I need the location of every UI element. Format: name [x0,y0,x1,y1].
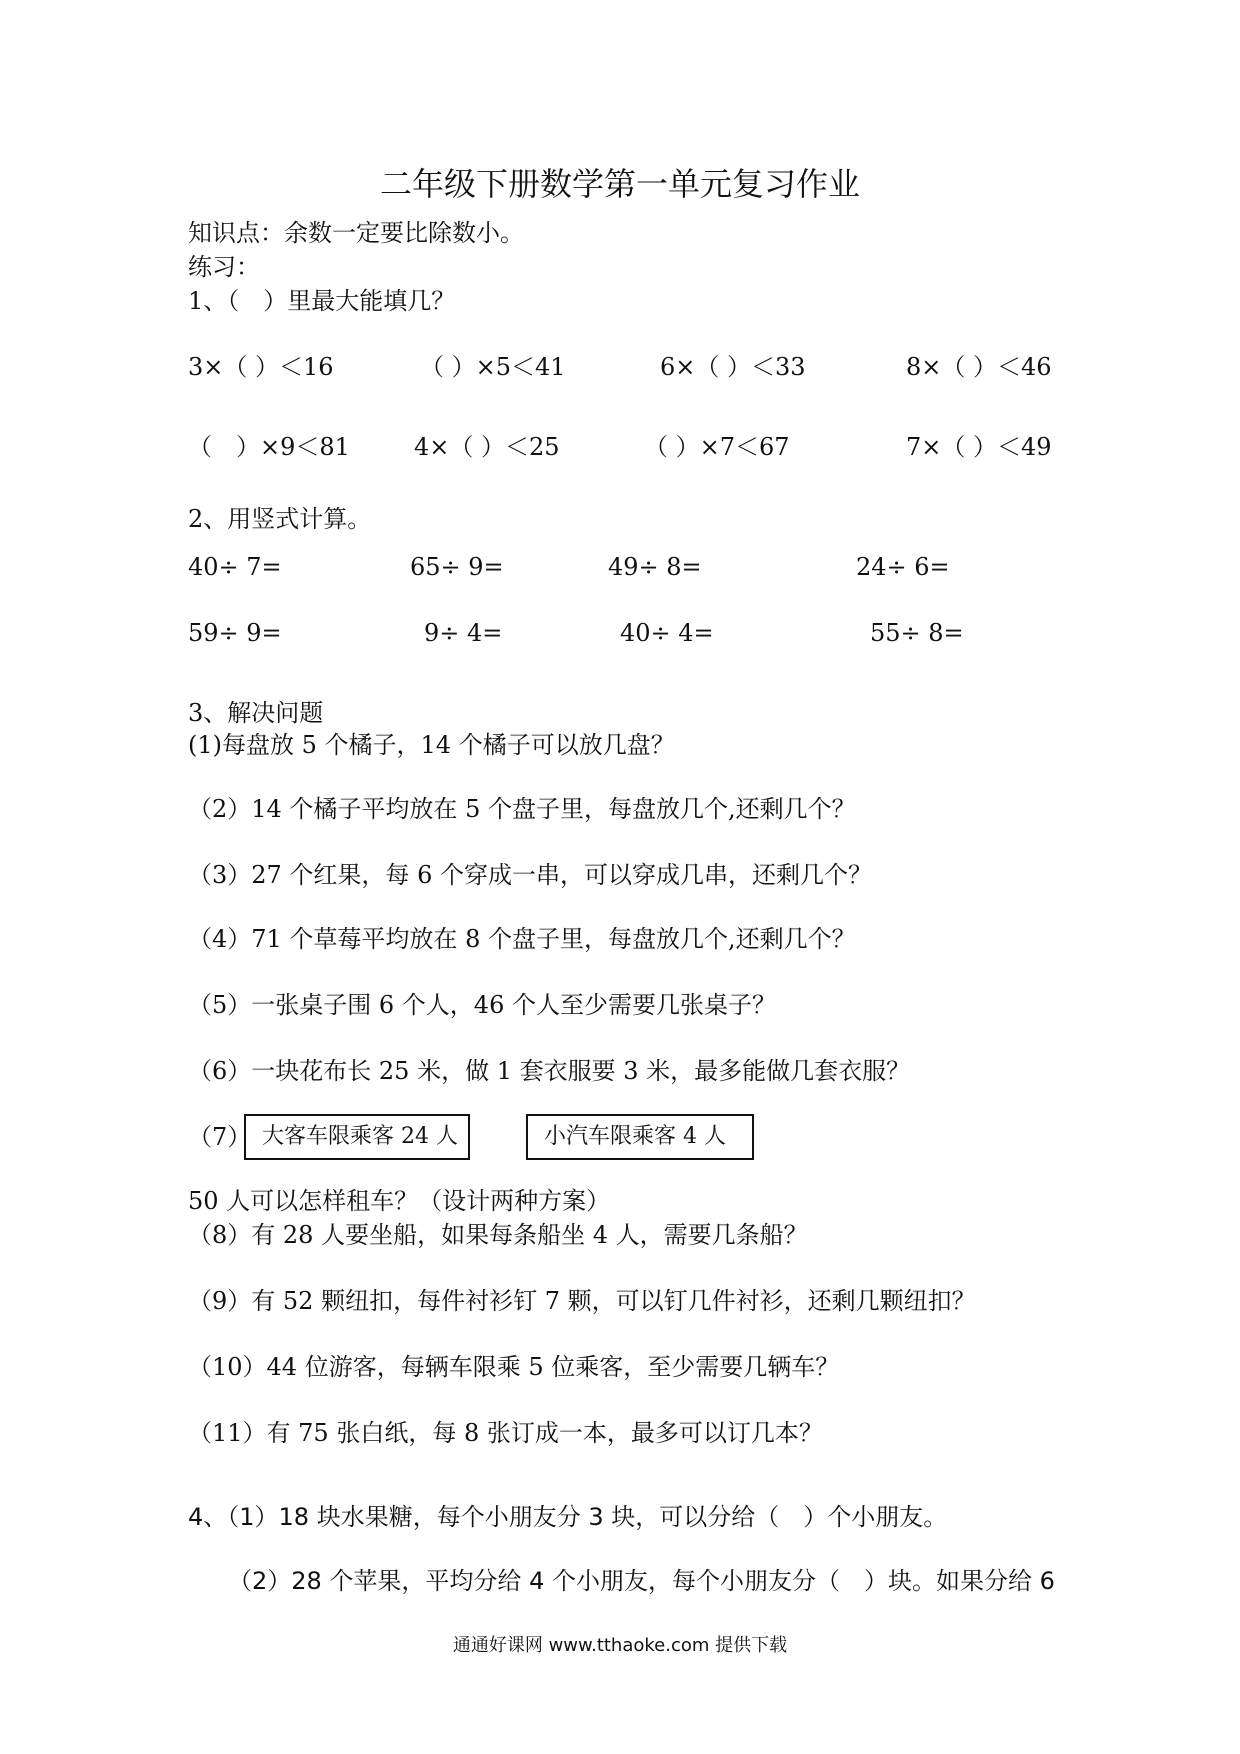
q1-item: （ ）×5＜41 [420,353,566,381]
bus-capacity-box: 大客车限乘客 24 人 [244,1114,470,1160]
q4-problem-2: （2）28 个苹果，平均分给 4 个小朋友，每个小朋友分（ ）块。如果分给 6 [228,1567,1055,1595]
q2-item: 55÷ 8= [870,619,964,647]
q1-item: 3×（ ）＜16 [188,353,334,381]
q3-problem-9: （9）有 52 颗纽扣，每件衬衫钉 7 颗，可以钉几件衬衫，还剩几颗纽扣？ [188,1287,976,1315]
q3-heading: 3、解决问题 [188,699,324,727]
q2-item: 24÷ 6= [856,553,950,581]
q3-problem-3: （3）27 个红果，每 6 个穿成一串，可以穿成几串，还剩几个？ [188,861,872,889]
q2-item: 40÷ 7= [188,553,282,581]
q3-problem-4: （4）71 个草莓平均放在 8 个盘子里，每盘放几个,还剩几个？ [188,925,856,953]
q3-problem-8: （8）有 28 人要坐船，如果每条船坐 4 人，需要几条船？ [188,1221,808,1249]
q2-item: 40÷ 4= [620,619,714,647]
knowledge-point: 知识点：余数一定要比除数小。 [188,219,524,247]
q1-item: （ ）×7＜67 [644,433,790,461]
q1-item: 4×（ ）＜25 [414,433,560,461]
q3-problem-11: （11）有 75 张白纸，每 8 张订成一本，最多可以订几本？ [188,1419,823,1447]
q3-problem-7-question: 50 人可以怎样租车？（设计两种方案） [188,1187,611,1215]
footer-source: 通通好课网 www.tthaoke.com 提供下载 [452,1635,788,1656]
page-title: 二年级下册数学第一单元复习作业 [379,165,860,203]
q2-item: 65÷ 9= [410,553,504,581]
q2-item: 59÷ 9= [188,619,282,647]
q1-item: 6×（ ）＜33 [660,353,806,381]
q1-item: （ ）×9＜81 [188,433,350,461]
q1-heading: 1、（ ）里最大能填几？ [188,287,456,315]
q2-item: 9÷ 4= [424,619,503,647]
q2-heading: 2、用竖式计算。 [188,505,372,533]
q3-problem-5: （5）一张桌子围 6 个人，46 个人至少需要几张桌子？ [188,991,776,1019]
q3-problem-10: （10）44 位游客，每辆车限乘 5 位乘客，至少需要几辆车？ [188,1353,840,1381]
q4-problem-1: 4、（1）18 块水果糖，每个小朋友分 3 块，可以分给（ ）个小朋友。 [188,1503,948,1531]
q3-problem-1: (1)每盘放 5 个橘子，14 个橘子可以放几盘？ [188,731,675,759]
q1-item: 8×（ ）＜46 [906,353,1052,381]
q3-problem-2: （2）14 个橘子平均放在 5 个盘子里，每盘放几个,还剩几个？ [188,795,856,823]
q3-problem-6: （6）一块花布长 25 米，做 1 套衣服要 3 米，最多能做几套衣服？ [188,1057,911,1085]
q1-item: 7×（ ）＜49 [906,433,1052,461]
q3-problem-7-label: （7） [188,1123,252,1151]
q2-item: 49÷ 8= [608,553,702,581]
car-capacity-box: 小汽车限乘客 4 人 [526,1114,754,1160]
practice-label: 练习： [188,253,260,281]
